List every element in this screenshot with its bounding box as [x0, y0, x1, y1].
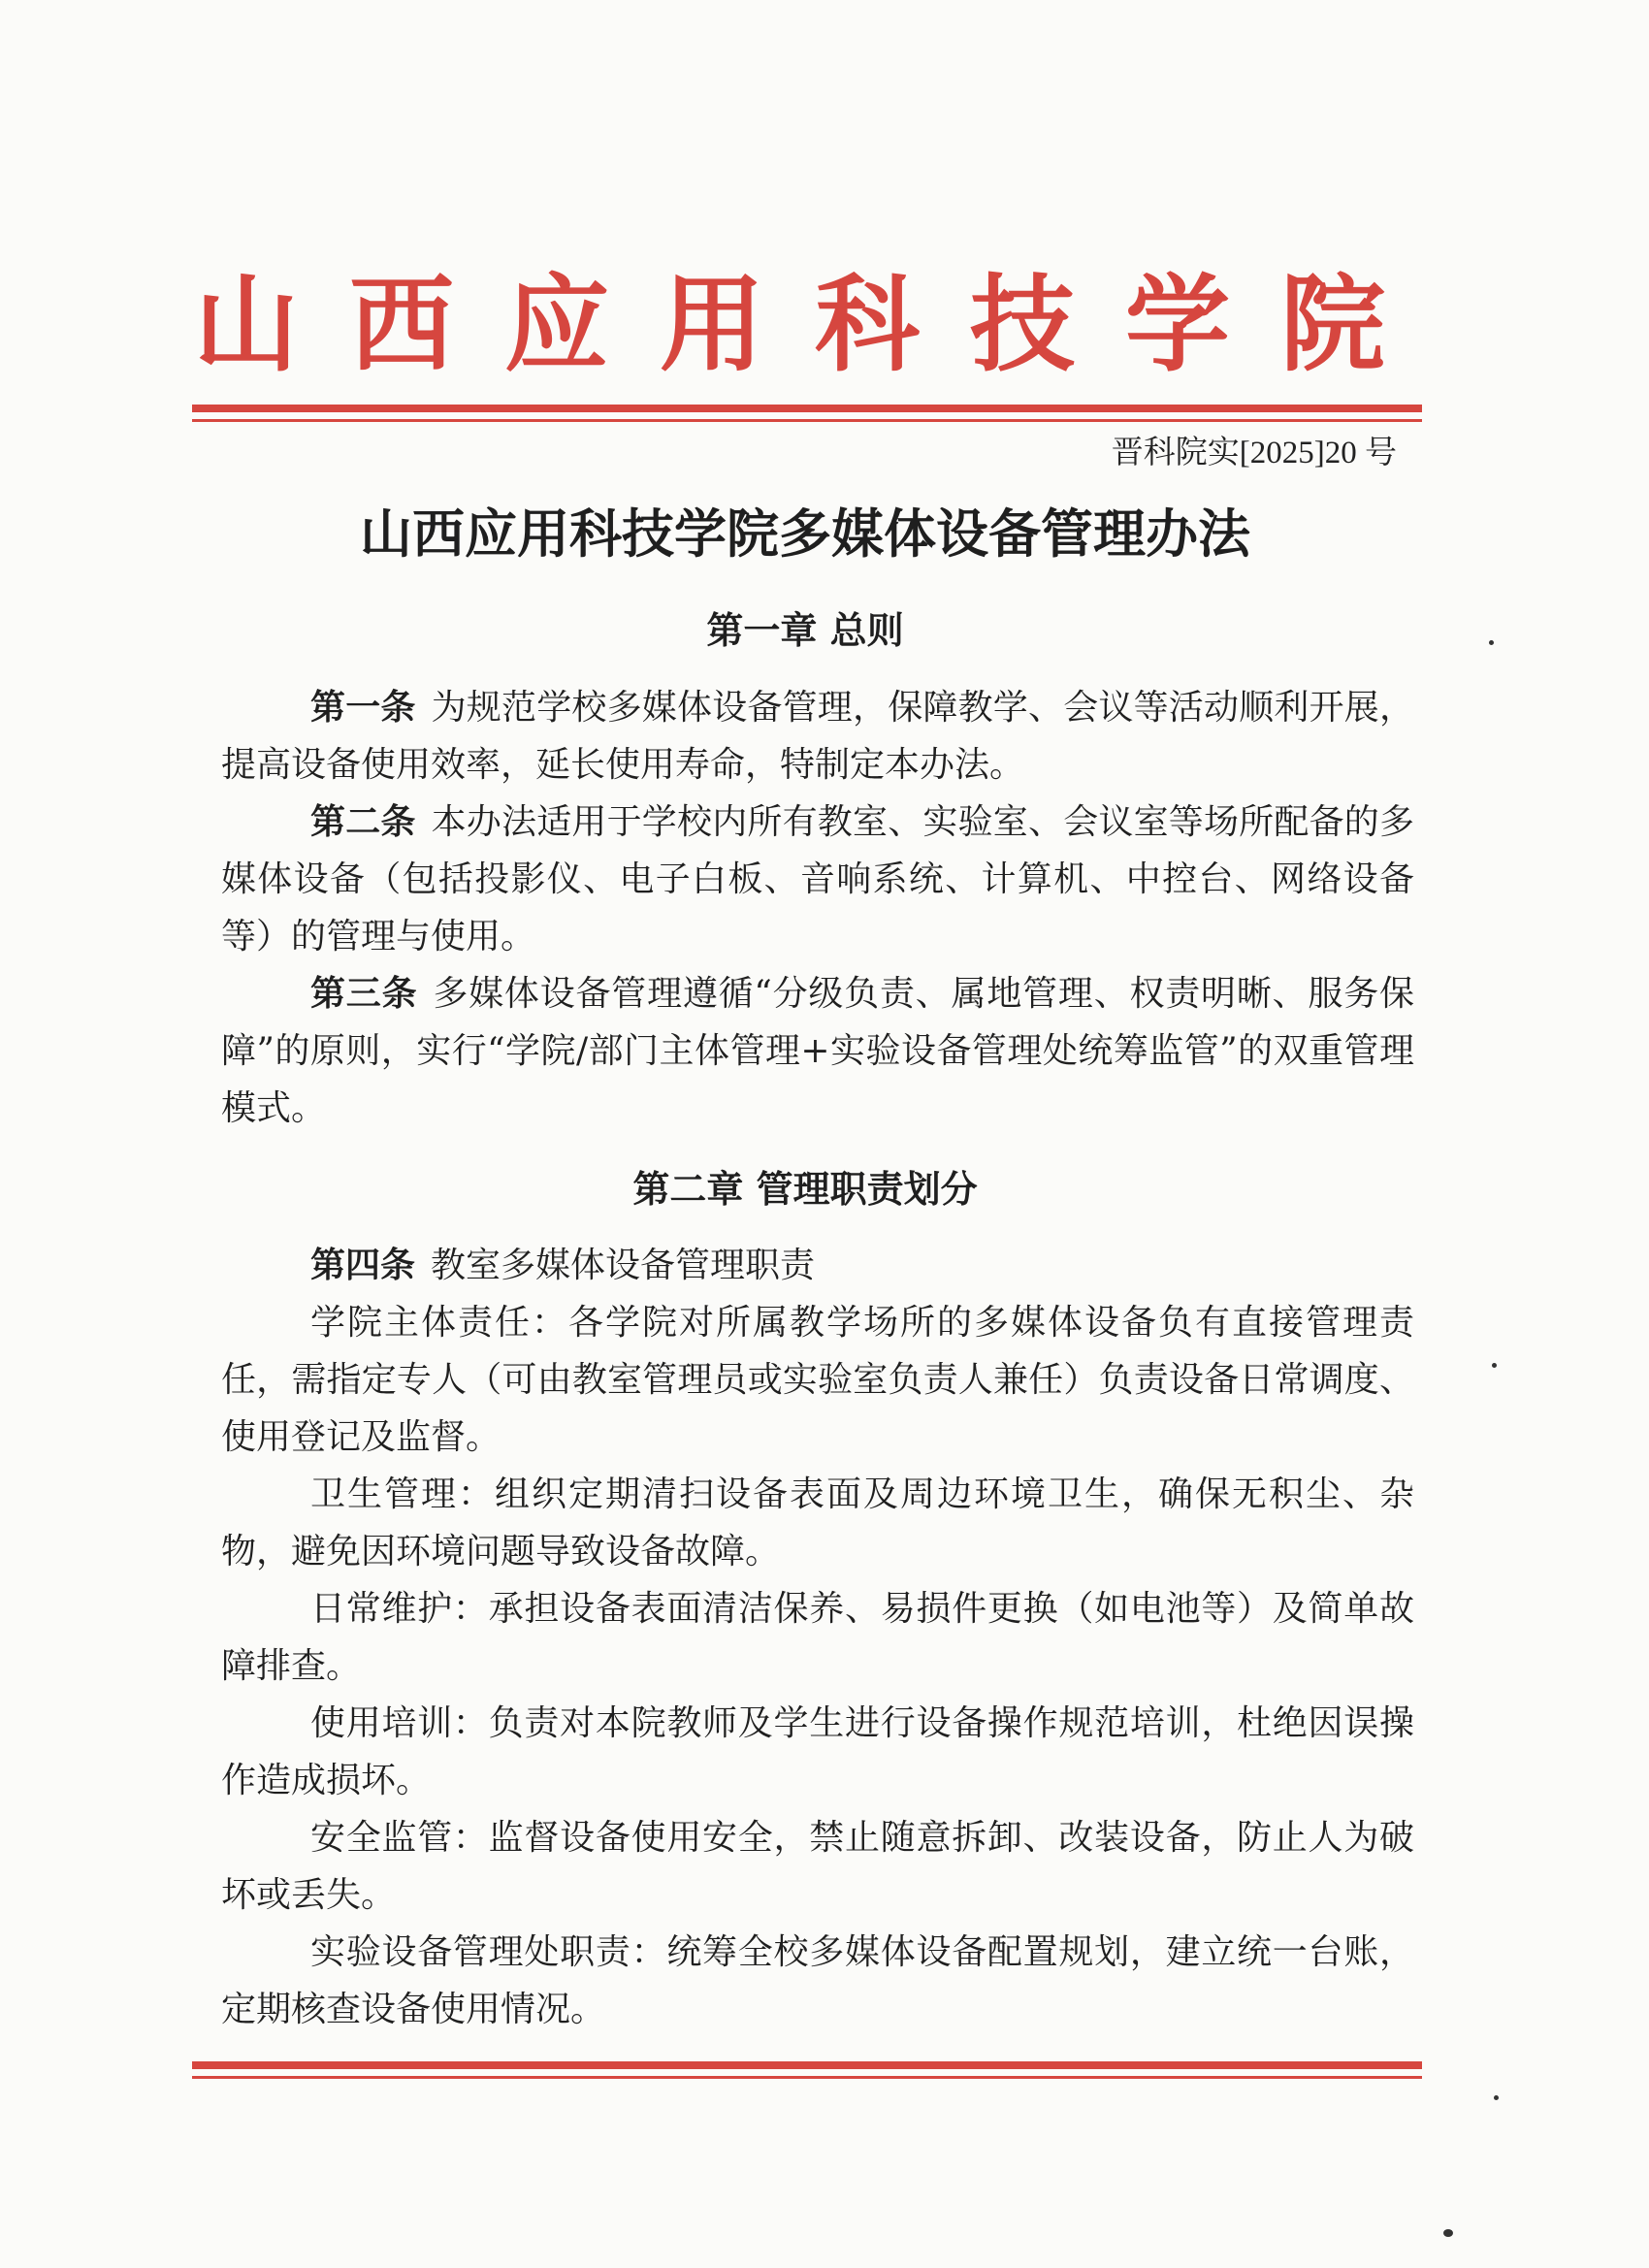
article-4-text: 教室多媒体设备管理职责: [431, 1246, 816, 1285]
institution-masthead: 山西应用科技学院: [194, 264, 1437, 386]
duty-training: 使用培训：负责对本院教师及学生进行设备操作规范培训，杜绝因误操作造成损坏。: [221, 1703, 1414, 1800]
duty-college: 学院主体责任：各学院对所属教学场所的多媒体设备负有直接管理责任，需指定专人（可由教室管理员或实验室负责人兼任）负责设备日常调度、使用登记及监督。: [221, 1303, 1414, 1457]
duty-equipment-office: 实验设备管理处职责：统筹全校多媒体设备配置规划，建立统一台账，定期核查设备使用情况。: [221, 1932, 1414, 2029]
article-1: [221, 679, 1414, 794]
article-3: [221, 965, 1414, 1137]
article-4: [221, 1237, 1414, 1294]
chapter-2-body: [221, 1237, 1414, 2038]
article-3-label: 第三条: [310, 973, 418, 1014]
article-2-text: 本办法适用于学校内所有教室、实验室、会议室等场所配备的多媒体设备（包括投影仪、电子白板、音响系统、计算机、中控台、网络设备等）的管理与使用。: [221, 802, 1414, 956]
footer-red-rule-thick: [192, 2061, 1422, 2069]
duty-maintenance: 日常维护：承担设备表面清洁保养、易损件更换（如电池等）及简单故障排查。: [221, 1589, 1414, 1686]
article-1-label: 第一条: [310, 687, 416, 728]
duty-hygiene: 卫生管理：组织定期清扫设备表面及周边环境卫生，确保无积尘、杂物，避免因环境问题导致设备故障。: [221, 1474, 1414, 1571]
duty-safety: 安全监管：监督设备使用安全，禁止随意拆卸、改装设备，防止人为破坏或丢失。: [221, 1818, 1414, 1915]
chapter-1-body: [221, 679, 1414, 1137]
chapter-2-heading: 第二章 管理职责划分: [632, 1168, 978, 1211]
header-red-rule-thick: [192, 405, 1422, 412]
scan-speck: [1494, 2095, 1499, 2100]
article-2-label: 第二条: [310, 801, 416, 842]
article-3-text: 多媒体设备管理遵循“分级负责、属地管理、权责明晰、服务保障”的原则，实行“学院/部门主体管理+实验设备管理处统筹监管”的双重管理模式。: [221, 974, 1414, 1128]
chapter-1-heading: 第一章 总则: [706, 609, 904, 652]
article-2: [221, 794, 1414, 965]
document-number: 晋科院实[2025]20 号: [1111, 436, 1397, 470]
article-1-text: 为规范学校多媒体设备管理，保障教学、会议等活动顺利开展，提高设备使用效率，延长使用寿命，特制定本办法。: [221, 688, 1414, 785]
scan-speck: [1489, 640, 1494, 645]
document-title: 山西应用科技学院多媒体设备管理办法: [360, 502, 1250, 565]
footer-red-rule-thin: [192, 2076, 1422, 2079]
header-red-rule-thin: [192, 419, 1422, 422]
scan-speck: [1492, 1363, 1497, 1368]
article-4-label: 第四条: [310, 1245, 416, 1285]
scan-speck: [1443, 2229, 1453, 2237]
